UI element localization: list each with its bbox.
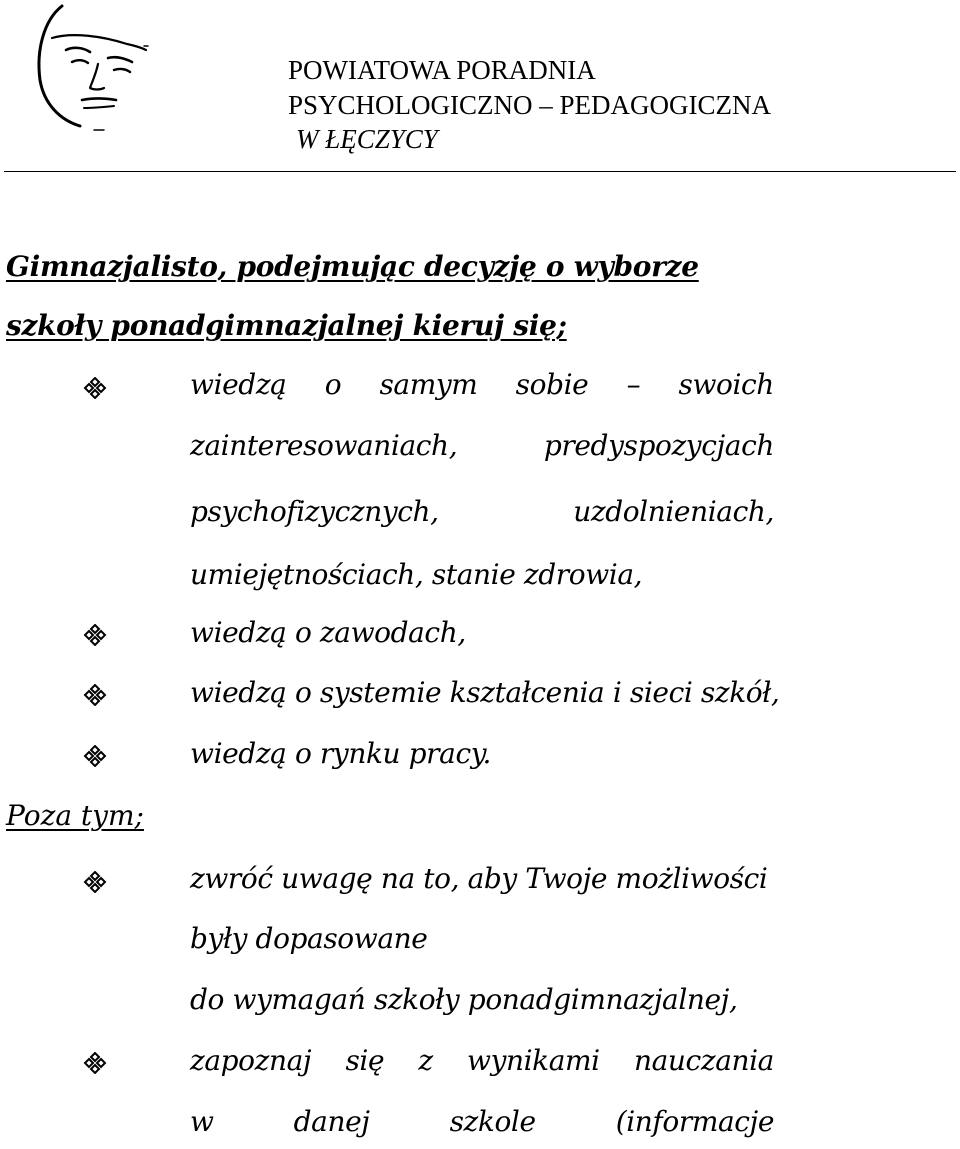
list-item-abilities-line1: zwróć uwagę na to, aby Twoje możliwości	[190, 862, 768, 895]
list-item-teaching-results-line1: zapoznaj się z wynikami nauczania	[190, 1044, 774, 1077]
diamond-bullet-icon	[80, 684, 110, 706]
face-logo-icon	[32, 2, 156, 142]
diamond-bullet-icon	[80, 745, 110, 767]
list-item-teaching-results-line2: w danej szkole (informacje	[190, 1105, 774, 1138]
list-item-labour-market: wiedzą o rynku pracy.	[190, 737, 491, 770]
list-item-education-system: wiedzą o systemie kształcenia i sieci szkół,	[190, 676, 780, 709]
list-item-abilities-line2: były dopasowane	[190, 922, 428, 955]
institution-name-line2: PSYCHOLOGICZNO – PEDAGOGICZNA	[288, 90, 772, 120]
header-divider	[4, 171, 956, 172]
list-item-self-knowledge-line3: psychofizycznych, uzdolnieniach,	[190, 495, 774, 528]
diamond-bullet-icon	[80, 624, 110, 646]
section-label-besides: Poza tym;	[6, 799, 144, 832]
institution-name-line1: POWIATOWA PORADNIA	[288, 55, 596, 85]
institution-location: W ŁĘCZYCY	[296, 124, 438, 154]
diamond-bullet-icon	[80, 1052, 110, 1074]
diamond-bullet-icon	[80, 871, 110, 893]
list-item-self-knowledge-line1: wiedzą o samym sobie – swoich	[190, 368, 774, 401]
list-item-self-knowledge-line4: umiejętnościach, stanie zdrowia,	[190, 558, 643, 591]
list-item-self-knowledge-line2: zainteresowaniach, predyspozycjach	[190, 429, 774, 462]
heading-line1: Gimnazjalisto, podejmując decyzję o wyborze	[6, 250, 699, 283]
list-item-abilities-line3: do wymagań szkoły ponadgimnazjalnej,	[190, 983, 738, 1016]
diamond-bullet-icon	[80, 377, 110, 399]
heading-line2: szkoły ponadgimnazjalnej kieruj się;	[6, 309, 567, 342]
list-item-professions: wiedzą o zawodach,	[190, 616, 466, 649]
